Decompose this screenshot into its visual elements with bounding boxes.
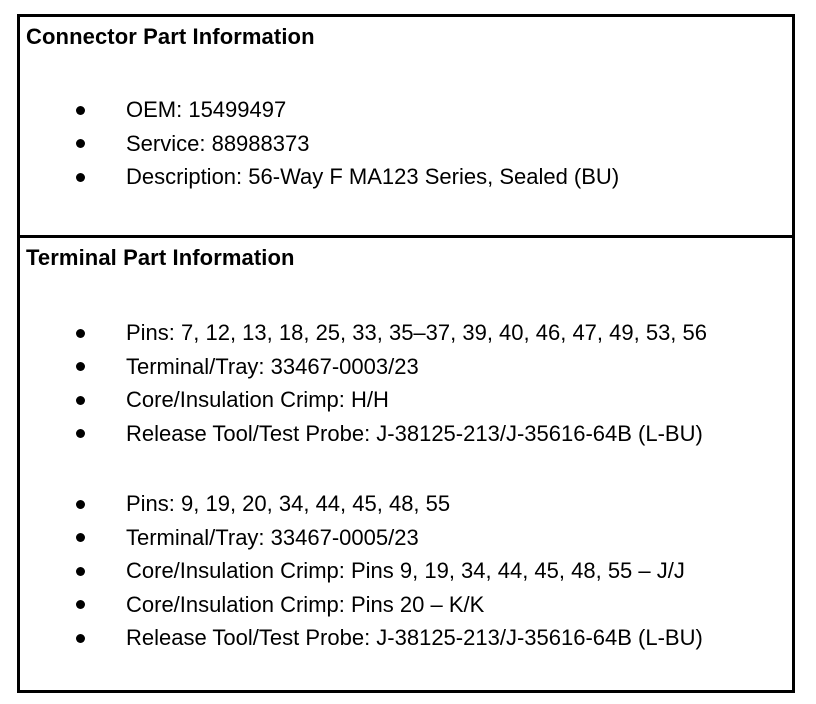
terminal-group-1-list — [20, 316, 792, 450]
list-item — [20, 383, 792, 417]
bullet-icon — [76, 533, 85, 542]
list-item — [20, 554, 792, 588]
terminal-section-title: Terminal Part Information — [26, 245, 295, 270]
release-tool-text: Release Tool/Test Probe: J-38125-213/J-35616-64B (L-BU) — [126, 420, 703, 446]
bullet-icon — [76, 396, 85, 405]
bullet-icon — [76, 139, 85, 148]
bullet-icon — [76, 567, 85, 576]
crimp-text: Core/Insulation Crimp: H/H — [126, 387, 389, 413]
bullet-icon — [76, 429, 85, 438]
list-item — [20, 417, 792, 451]
bullet-icon — [76, 634, 85, 643]
terminal-tray-text: Terminal/Tray: 33467-0005/23 — [126, 524, 419, 550]
list-item — [20, 160, 792, 194]
bullet-icon — [76, 500, 85, 509]
bullet-icon — [76, 362, 85, 371]
list-item — [20, 350, 792, 384]
terminal-part-section — [20, 238, 792, 690]
connector-part-section — [20, 17, 792, 238]
bullet-icon — [76, 329, 85, 338]
connector-info-list — [20, 93, 792, 194]
bullet-icon — [76, 106, 85, 115]
bullet-icon — [76, 173, 85, 182]
connector-description: Description: 56-Way F MA123 Series, Sealed (BU) — [126, 164, 620, 190]
service-number: Service: 88988373 — [126, 130, 310, 156]
list-item — [20, 316, 792, 350]
list-item — [20, 588, 792, 622]
list-item — [20, 621, 792, 655]
terminal-group-2-list — [20, 487, 792, 655]
info-table — [17, 14, 795, 693]
connector-section-title: Connector Part Information — [26, 24, 315, 49]
pins-text: Pins: 9, 19, 20, 34, 44, 45, 48, 55 — [126, 491, 451, 516]
pins-text: Pins: 7, 12, 13, 18, 25, 33, 35–37, 39, 40, 46, 47, 49, 53, 56 — [126, 320, 708, 345]
terminal-tray-text: Terminal/Tray: 33467-0003/23 — [126, 353, 419, 379]
list-item — [20, 93, 792, 127]
release-tool-text: Release Tool/Test Probe: J-38125-213/J-35616-64B (L-BU) — [126, 625, 703, 651]
oem-number: OEM: 15499497 — [126, 97, 287, 122]
list-item — [20, 127, 792, 161]
list-item — [20, 521, 792, 555]
crimp-text: Core/Insulation Crimp: Pins 20 – K/K — [126, 591, 485, 617]
list-item — [20, 487, 792, 521]
bullet-icon — [76, 600, 85, 609]
crimp-text: Core/Insulation Crimp: Pins 9, 19, 34, 44, 45, 48, 55 – J/J — [126, 558, 685, 584]
